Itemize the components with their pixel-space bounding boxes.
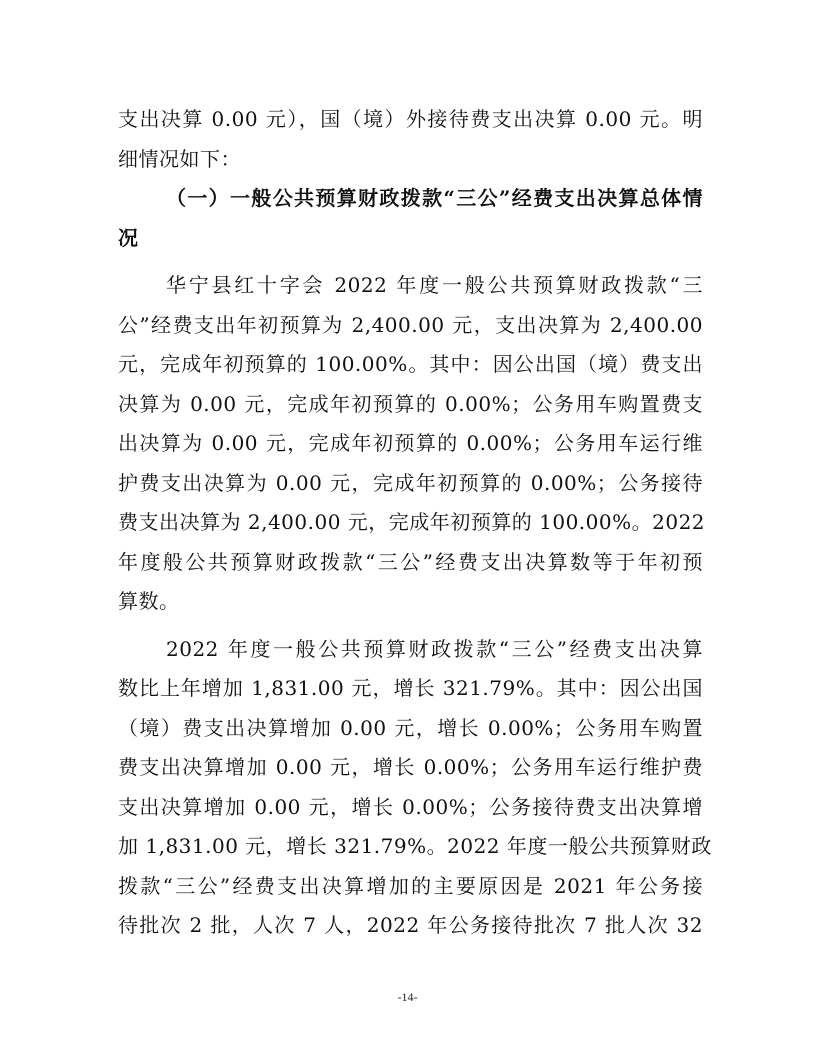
text-line: 待批次 2 批，人次 7 人，2022 年公务接待批次 7 批人次 32 xyxy=(118,913,703,937)
text-line: 出决算为 0.00 元，完成年初预算的 0.00%；公务用车运行维 xyxy=(118,431,703,455)
text-line: 加 1,831.00 元，增长 321.79%。2022 年度一般公共预算财政 xyxy=(118,834,712,858)
section-heading xyxy=(118,179,703,258)
text-line: 拨款“三公”经费支出决算增加的主要原因是 2021 年公务接 xyxy=(118,873,703,898)
text-line: 2022 年度一般公共预算财政拨款“三公”经费支出决算 xyxy=(166,636,703,661)
text-line: 算数。 xyxy=(118,589,180,613)
text-line: 费支出决算增加 0.00 元，增长 0.00%；公务用车运行维护费 xyxy=(118,755,703,779)
text-line: 细情况如下： xyxy=(118,146,241,171)
heading-line: （一）一般公共预算财政拨款“三公”经费支出决算总体情 xyxy=(166,186,703,210)
document-body xyxy=(118,100,712,946)
text-line: 公”经费支出年初预算为 2,400.00 元，支出决算为 2,400.00 xyxy=(118,312,703,337)
text-line: 支出决算增加 0.00 元，增长 0.00%；公务接待费支出决算增 xyxy=(118,794,703,819)
text-line: （境）费支出决算增加 0.00 元，增长 0.00%；公务用车购置 xyxy=(118,715,703,740)
page-number: -14- xyxy=(397,990,418,1004)
text-line: 护费支出决算为 0.00 元，完成年初预算的 0.00%；公务接待 xyxy=(118,470,703,495)
text-line: 华宁县红十字会 2022 年度一般公共预算财政拨款“三 xyxy=(166,273,703,297)
intro-paragraph xyxy=(118,100,703,179)
text-line: 决算为 0.00 元，完成年初预算的 0.00%；公务用车购置费支 xyxy=(118,391,703,416)
paragraph-overview xyxy=(118,266,706,622)
text-line: 费支出决算为 2,400.00 元，完成年初预算的 100.00%。2022 xyxy=(118,510,706,534)
text-line: 年度般公共预算财政拨款“三公”经费支出决算数等于年初预 xyxy=(118,549,703,574)
paragraph-comparison xyxy=(118,630,712,946)
heading-line: 况 xyxy=(118,225,139,250)
text-line: 数比上年增加 1,831.00 元，增长 321.79%。其中：因公出国 xyxy=(118,676,703,700)
text-line: 支出决算 0.00 元），国（境）外接待费支出决算 0.00 元。明 xyxy=(118,107,703,131)
text-line: 元，完成年初预算的 100.00%。其中：因公出国（境）费支出 xyxy=(118,352,703,376)
